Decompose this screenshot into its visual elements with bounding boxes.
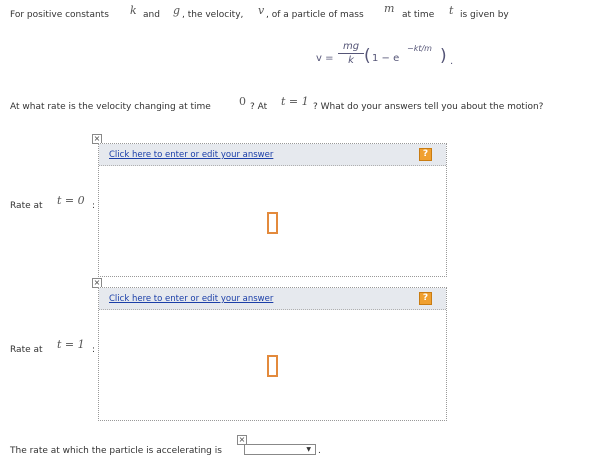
equation-lhs: v = xyxy=(316,53,334,64)
symbol-k: k xyxy=(130,4,137,17)
intro-text-1: For positive constants xyxy=(10,10,109,20)
fraction-denominator: k xyxy=(348,55,354,66)
answer-1-help-button[interactable]: ? xyxy=(419,148,432,161)
fraction-bar xyxy=(338,53,364,54)
answer-1-expr: t = 0 xyxy=(57,194,85,207)
chevron-down-icon: ▼ xyxy=(306,446,311,453)
accel-select[interactable] xyxy=(244,444,316,455)
answer-2-input-cursor[interactable] xyxy=(267,355,278,377)
answer-1-toolbar xyxy=(99,144,446,166)
equation-fraction xyxy=(338,41,364,73)
answer-2-close-button[interactable]: × xyxy=(93,278,101,287)
symbol-t-eq-1: t = 1 xyxy=(281,95,309,108)
answer-2-label: Rate at xyxy=(10,345,43,355)
answer-2-box[interactable] xyxy=(98,287,447,421)
answer-2-expr: t = 1 xyxy=(57,338,85,351)
intro-text-5: at time xyxy=(402,10,435,20)
accel-close-button[interactable]: × xyxy=(238,435,246,444)
answer-1-close-button[interactable]: × xyxy=(93,134,101,143)
equation-exponent: −kt/m xyxy=(407,44,432,53)
intro-text-2: and xyxy=(143,10,160,20)
symbol-v: v xyxy=(258,4,265,17)
equation-period: . xyxy=(450,56,454,67)
symbol-m: m xyxy=(384,2,395,15)
intro-text-3: , the velocity, xyxy=(182,10,244,20)
answer-2-toolbar xyxy=(99,288,446,310)
symbol-g: g xyxy=(173,4,181,17)
answer-1-colon: : xyxy=(92,201,96,211)
fraction-numerator: mg xyxy=(342,41,360,52)
prompt-text-3: ? What do your answers tell you about the motion? xyxy=(313,102,544,112)
accel-text: The rate at which the particle is accelerating is xyxy=(10,446,222,456)
answer-1-box[interactable] xyxy=(98,143,447,277)
answer-1-input-cursor[interactable] xyxy=(267,212,278,234)
answer-1-edit-link[interactable]: Click here to enter or edit your answer xyxy=(109,150,274,160)
symbol-t: t xyxy=(449,4,454,17)
paren-close: ) xyxy=(440,46,447,66)
equation-body: 1 − e xyxy=(372,53,400,64)
intro-text-6: is given by xyxy=(460,10,509,20)
prompt-text-1: At what rate is the velocity changing at time xyxy=(10,102,211,112)
answer-2-colon: : xyxy=(92,345,96,355)
accel-period: . xyxy=(318,446,321,456)
answer-1-label: Rate at xyxy=(10,201,43,211)
intro-text-4: , of a particle of mass xyxy=(266,10,364,20)
intro-sentence xyxy=(10,10,109,20)
answer-2-help-button[interactable]: ? xyxy=(419,292,432,305)
prompt-text-2: ? At xyxy=(250,102,268,112)
symbol-zero: 0 xyxy=(239,95,246,108)
paren-open: ( xyxy=(364,46,371,66)
answer-2-edit-link[interactable]: Click here to enter or edit your answer xyxy=(109,294,274,304)
